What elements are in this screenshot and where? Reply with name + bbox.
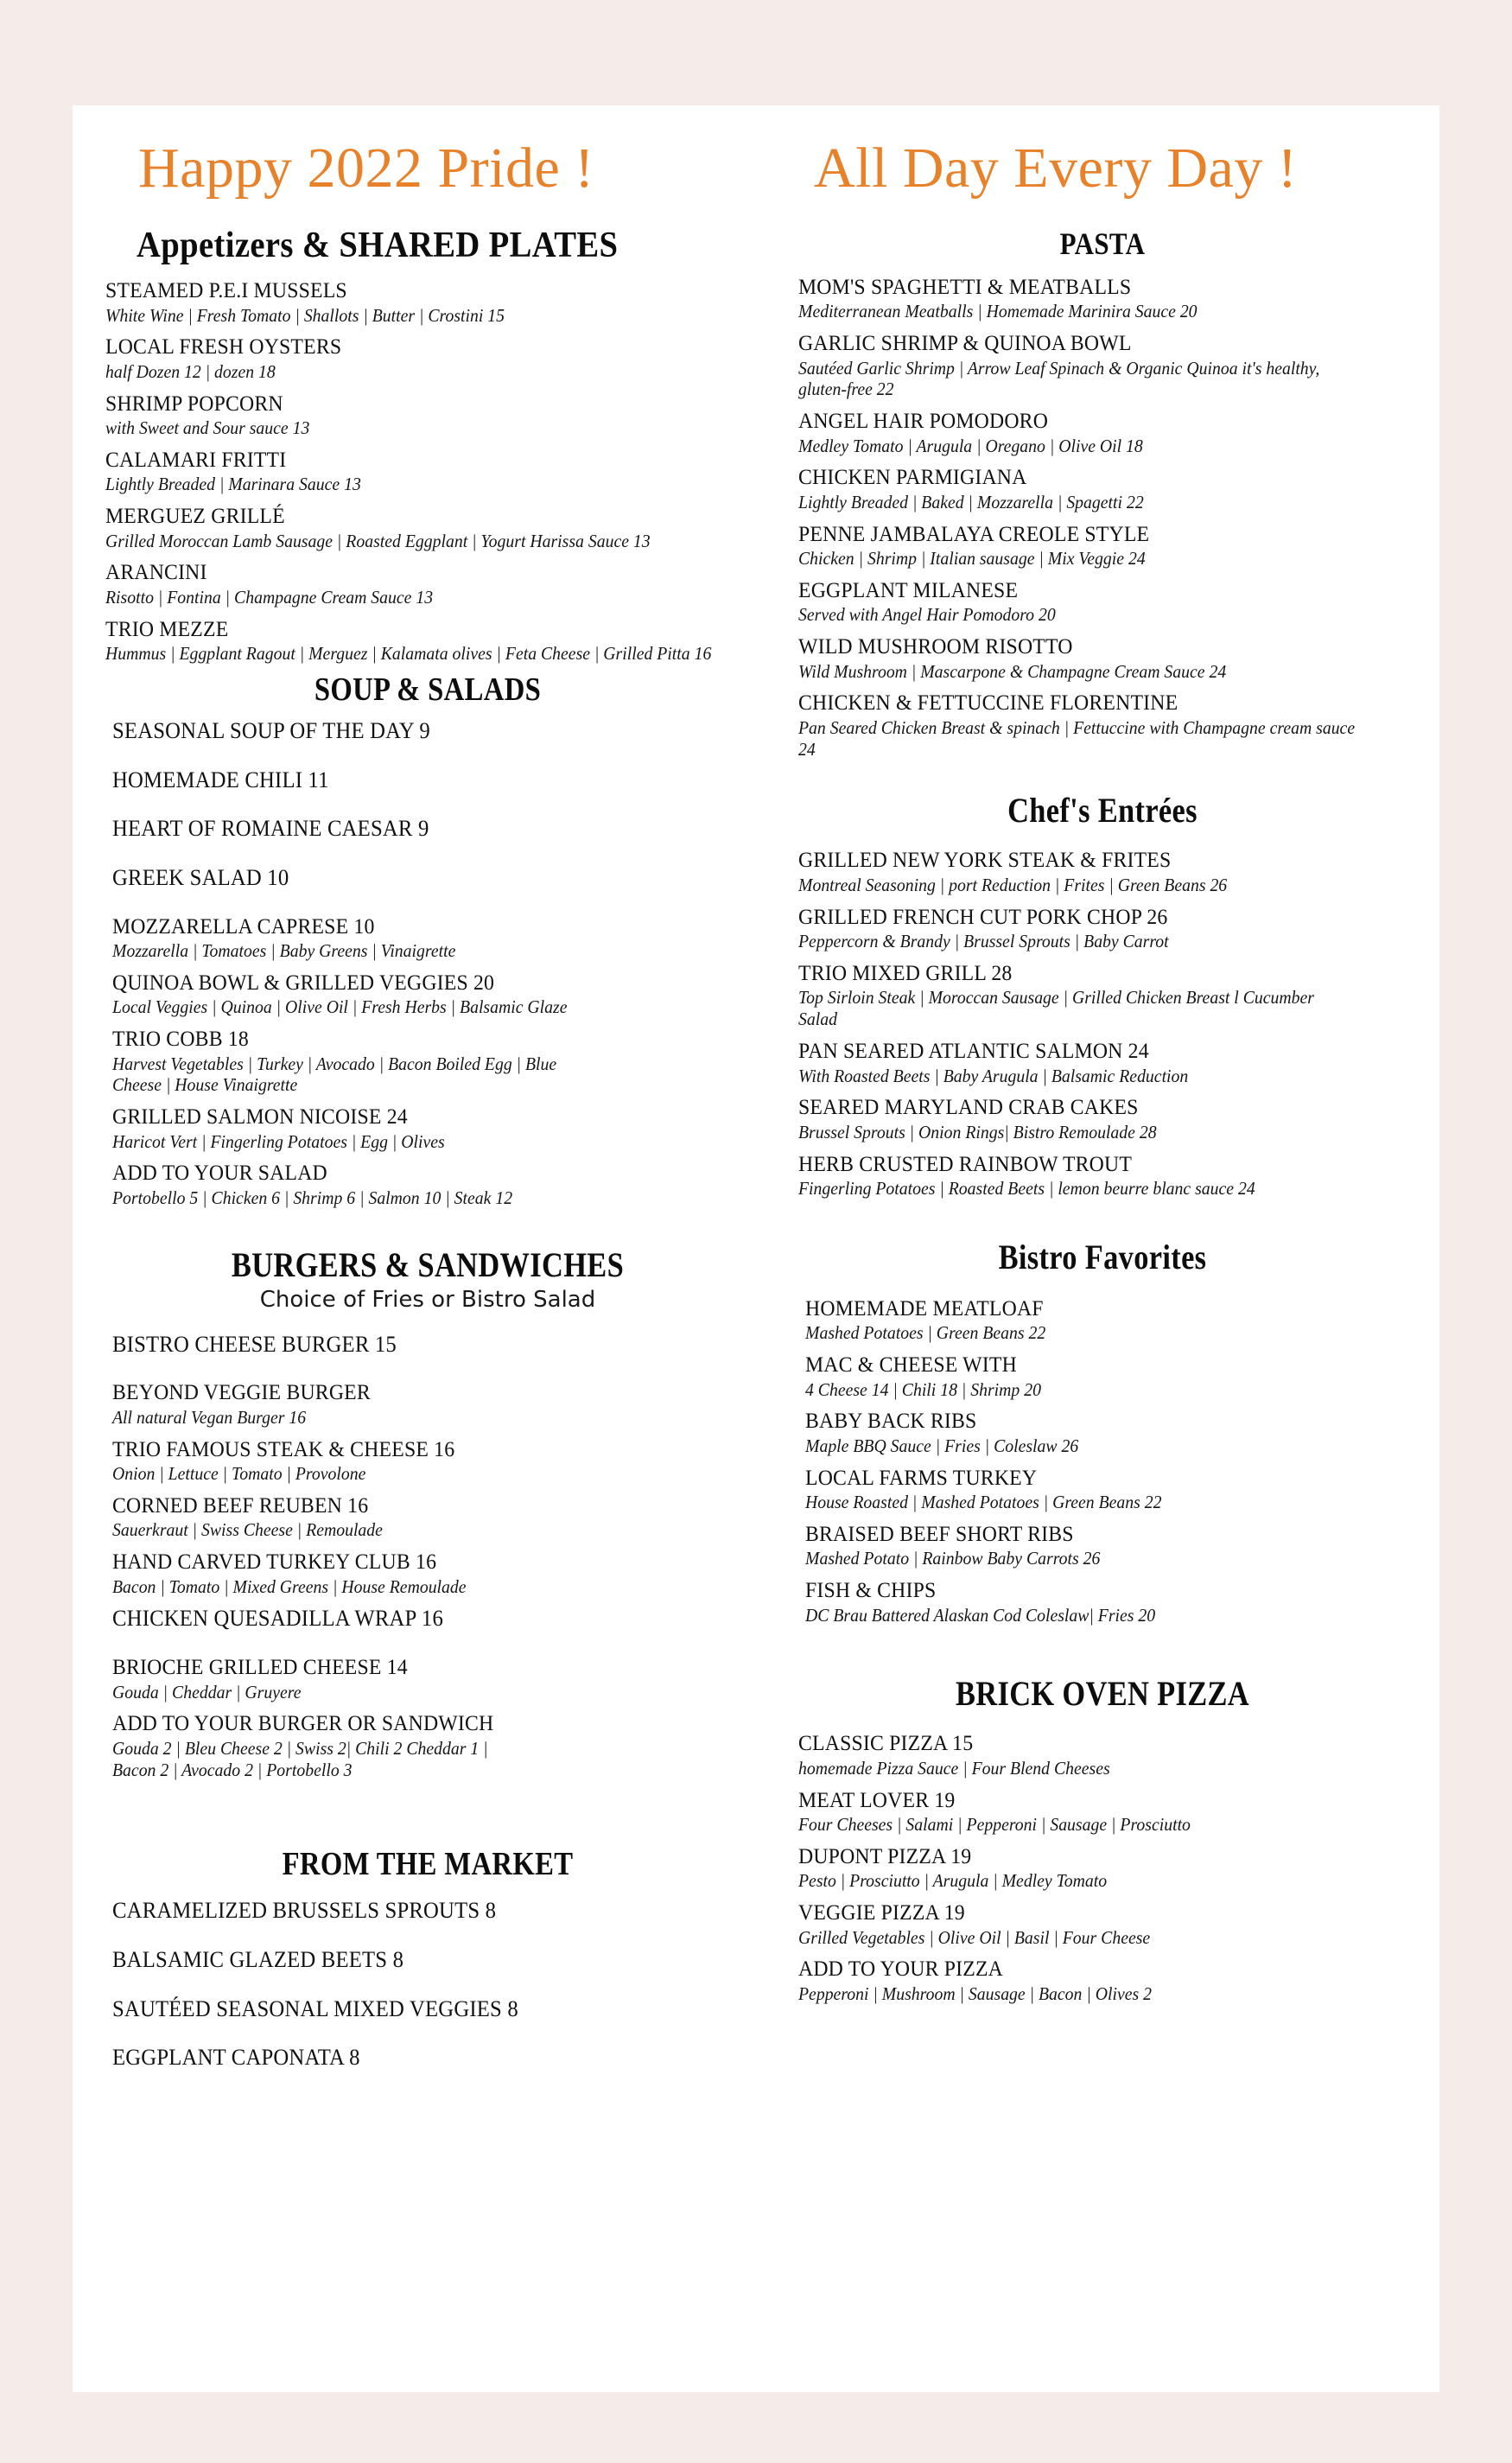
menu-item	[798, 1900, 1415, 1948]
menu-item	[112, 816, 759, 843]
menu-item	[798, 1039, 1415, 1086]
item-description: Bacon | Tomato | Mixed Greens | House Remoulade	[112, 1575, 467, 1597]
item-name: MEAT LOVER 19	[798, 1788, 956, 1812]
item-description: With Roasted Beets | Baby Arugula | Balsamic Reduction	[798, 1065, 1189, 1086]
item-description: with Sweet and Sour sauce 13	[105, 417, 310, 439]
menu-item	[798, 331, 1415, 400]
soup-salads-list	[97, 718, 759, 1209]
item-description: White Wine | Fresh Tomato | Shallots | Butter | Crostini 15	[105, 304, 505, 326]
item-name: CALAMARI FRITTI	[105, 448, 287, 472]
item-description: half Dozen 12 | dozen 18	[105, 360, 276, 382]
item-description: Lightly Breaded | Baked | Mozzarella | Spagetti 22	[798, 491, 1144, 512]
item-name: EGGPLANT MILANESE	[798, 578, 1019, 602]
item-description: Mediterranean Meatballs | Homemade Marinira Sauce 20	[798, 301, 1198, 322]
pizza-list	[790, 1731, 1415, 2004]
menu-item	[112, 718, 759, 745]
menu-item	[112, 1104, 759, 1152]
menu-item	[798, 848, 1415, 895]
bistro-favorites-list	[790, 1296, 1415, 1626]
menu-item	[112, 1027, 759, 1096]
item-name: QUINOA BOWL & GRILLED VEGGIES 20	[112, 971, 495, 995]
item-name: GRILLED SALMON NICOISE 24	[112, 1105, 408, 1130]
item-description: Four Cheeses | Salami | Pepperoni | Sausage | Prosciutto	[798, 1814, 1191, 1836]
menu-item	[112, 865, 759, 892]
menu-item	[112, 1493, 759, 1541]
section-title-soup-salads: SOUP & SALADS	[314, 671, 542, 708]
item-name: GARLIC SHRIMP & QUINOA BOWL	[798, 332, 1132, 356]
item-description: Mashed Potato | Rainbow Baby Carrots 26	[805, 1548, 1101, 1569]
menu-columns	[73, 105, 1439, 2392]
menu-page	[73, 105, 1439, 2392]
menu-item	[798, 522, 1415, 570]
item-description: Lightly Breaded | Marinara Sauce 13	[105, 474, 361, 495]
item-name: LOCAL FARMS TURKEY	[805, 1466, 1038, 1490]
item-name: EGGPLANT CAPONATA 8	[112, 2045, 360, 2071]
item-description: Grilled Moroccan Lamb Sausage | Roasted Eggplant | Yogurt Harissa Sauce 13	[105, 530, 651, 551]
chefs-entrees-list	[790, 848, 1415, 1199]
section-title-chefs-entrees: Chef's Entrées	[1007, 791, 1198, 831]
item-name: HEART OF ROMAINE CAESAR 9	[112, 816, 429, 842]
menu-item	[798, 275, 1415, 322]
menu-item	[798, 1731, 1415, 1779]
menu-item	[112, 2045, 759, 2072]
item-name: HAND CARVED TURKEY CLUB 16	[112, 1550, 437, 1575]
section-title-market: FROM THE MARKET	[282, 1846, 574, 1883]
market-list	[97, 1898, 759, 2072]
section-title-appetizers: Appetizers & SHARED PLATES	[137, 226, 619, 265]
menu-item	[112, 1711, 759, 1780]
menu-item	[805, 1409, 1415, 1456]
menu-item	[798, 465, 1415, 512]
right-column	[781, 105, 1439, 2392]
item-description: Mashed Potatoes | Green Beans 22	[805, 1322, 1046, 1344]
item-name: SHRIMP POPCORN	[105, 391, 283, 416]
item-name: CLASSIC PIZZA 15	[798, 1732, 974, 1756]
item-name: BALSAMIC GLAZED BEETS 8	[112, 1946, 404, 1972]
item-name: BRIOCHE GRILLED CHEESE 14	[112, 1656, 408, 1680]
item-description: Maple BBQ Sauce | Fries | Coleslaw 26	[805, 1435, 1079, 1456]
item-description: Hummus | Eggplant Ragout | Merguez | Kalamata olives | Feta Cheese | Grilled Pitta 16	[105, 643, 712, 665]
item-description: Fingerling Potatoes | Roasted Beets | lemon beurre blanc sauce 24	[798, 1178, 1255, 1200]
item-name: HERB CRUSTED RAINBOW TROUT	[798, 1152, 1133, 1176]
menu-item	[805, 1352, 1415, 1400]
menu-item	[805, 1522, 1415, 1569]
item-name: MAC & CHEESE WITH	[805, 1353, 1017, 1378]
section-title-burgers: BURGERS & SANDWICHES	[231, 1244, 625, 1284]
item-description: House Roasted | Mashed Potatoes | Green Beans 22	[805, 1492, 1162, 1513]
menu-item	[105, 617, 759, 665]
item-name: TRIO COBB 18	[112, 1028, 249, 1052]
menu-item	[112, 1380, 759, 1428]
menu-item	[112, 914, 759, 962]
item-name: SEASONAL SOUP OF THE DAY 9	[112, 717, 430, 743]
section-title-pizza: BRICK OVEN PIZZA	[955, 1674, 1249, 1714]
item-name: CARAMELIZED BRUSSELS SPROUTS 8	[112, 1898, 497, 1924]
menu-item	[105, 504, 759, 551]
menu-item	[112, 1947, 759, 1974]
item-description: 4 Cheese 14 | Chili 18 | Shrimp 20	[805, 1378, 1041, 1400]
item-name: SAUTÉED SEASONAL MIXED VEGGIES 8	[112, 1995, 518, 2021]
menu-item	[798, 1957, 1415, 2004]
item-description: DC Brau Battered Alaskan Cod Coleslaw| Fries 20	[805, 1604, 1156, 1626]
item-name: BISTRO CHEESE BURGER 15	[112, 1331, 397, 1357]
section-title-pasta: PASTA	[1059, 226, 1146, 261]
item-description: Mozzarella | Tomatoes | Baby Greens | Vinaigrette	[112, 940, 456, 962]
menu-item	[112, 1550, 759, 1597]
menu-item	[798, 905, 1415, 952]
item-description: Montreal Seasoning | port Reduction | Frites | Green Beans 26	[798, 874, 1228, 895]
item-description: Sautéed Garlic Shrimp | Arrow Leaf Spinach & Organic Quinoa it's healthy, gluten-free 22	[798, 357, 1320, 400]
item-name: CHICKEN QUESADILLA WRAP 16	[112, 1606, 443, 1632]
menu-item	[798, 1844, 1415, 1892]
item-name: WILD MUSHROOM RISOTTO	[798, 635, 1073, 659]
menu-item	[112, 1996, 759, 2023]
menu-item	[798, 578, 1415, 626]
item-name: ADD TO YOUR PIZZA	[798, 1957, 1004, 1982]
item-name: GRILLED FRENCH CUT PORK CHOP 26	[798, 905, 1168, 929]
section-title-bistro-favorites: Bistro Favorites	[998, 1237, 1207, 1276]
menu-item	[105, 391, 759, 439]
item-description: Grilled Vegetables | Olive Oil | Basil | Four Cheese	[798, 1926, 1151, 1948]
menu-item	[805, 1296, 1415, 1344]
item-name: GRILLED NEW YORK STEAK & FRITES	[798, 849, 1172, 873]
menu-item	[798, 409, 1415, 456]
menu-item	[798, 634, 1415, 682]
item-name: CHICKEN PARMIGIANA	[798, 466, 1027, 490]
item-name: PENNE JAMBALAYA CREOLE STYLE	[798, 522, 1150, 546]
item-name: GREEK SALAD 10	[112, 864, 289, 890]
item-description: Medley Tomato | Arugula | Oregano | Olive Oil 18	[798, 435, 1143, 456]
item-name: PAN SEARED ATLANTIC SALMON 24	[798, 1040, 1149, 1064]
item-description: Portobello 5 | Chicken 6 | Shrimp 6 | Salmon 10 | Steak 12	[112, 1187, 513, 1208]
left-column	[73, 105, 781, 2392]
item-name: MOZZARELLA CAPRESE 10	[112, 914, 375, 939]
item-description: Chicken | Shrimp | Italian sausage | Mix Veggie 24	[798, 548, 1146, 570]
item-name: BEYOND VEGGIE BURGER	[112, 1381, 371, 1405]
item-name: CORNED BEEF REUBEN 16	[112, 1493, 369, 1518]
item-name: LOCAL FRESH OYSTERS	[105, 335, 342, 360]
item-description: Gouda | Cheddar | Gruyere	[112, 1681, 302, 1702]
menu-item	[798, 961, 1415, 1030]
item-name: VEGGIE PIZZA 19	[798, 1901, 965, 1925]
menu-item	[112, 1437, 759, 1485]
menu-item	[112, 1898, 759, 1925]
menu-item	[105, 278, 759, 326]
item-description: Onion | Lettuce | Tomato | Provolone	[112, 1463, 366, 1485]
item-description: Brussel Sprouts | Onion Rings| Bistro Remoulade 28	[798, 1121, 1157, 1142]
right-headline: All Day Every Day !	[814, 137, 1298, 200]
item-description: Wild Mushroom | Mascarpone & Champagne Cream Sauce 24	[798, 660, 1227, 682]
menu-item	[105, 448, 759, 495]
burgers-list	[97, 1332, 759, 1781]
left-headline: Happy 2022 Pride !	[138, 137, 594, 200]
item-name: FISH & CHIPS	[805, 1579, 937, 1603]
menu-item	[798, 691, 1415, 760]
menu-item	[798, 1788, 1415, 1836]
item-description: Top Sirloin Steak | Moroccan Sausage | Grilled Chicken Breast l Cucumber Salad	[798, 987, 1314, 1030]
item-name: DUPONT PIZZA 19	[798, 1844, 972, 1868]
item-name: CHICKEN & FETTUCCINE FLORENTINE	[798, 691, 1178, 716]
item-description: homemade Pizza Sauce | Four Blend Cheeses	[798, 1757, 1110, 1779]
item-name: ANGEL HAIR POMODORO	[798, 410, 1049, 434]
menu-item	[112, 1332, 759, 1359]
item-description: Gouda 2 | Bleu Cheese 2 | Swiss 2| Chili 2 Cheddar 1 | Bacon 2 | Avocado 2 | Portobello 3	[112, 1737, 488, 1780]
item-name: TRIO MEZZE	[105, 617, 229, 641]
menu-item	[112, 971, 759, 1018]
item-description: Local Veggies | Quinoa | Olive Oil | Fresh Herbs | Balsamic Glaze	[112, 996, 568, 1018]
appetizers-list	[97, 278, 759, 665]
item-name: ADD TO YOUR SALAD	[112, 1161, 327, 1186]
item-name: TRIO MIXED GRILL 28	[798, 961, 1013, 985]
item-description: Pan Seared Chicken Breast & spinach | Fettuccine with Champagne cream sauce 24	[798, 716, 1356, 760]
item-name: MERGUEZ GRILLÉ	[105, 505, 285, 529]
menu-item	[798, 1152, 1415, 1200]
item-description: All natural Vegan Burger 16	[112, 1406, 307, 1428]
item-description: Served with Angel Hair Pomodoro 20	[798, 604, 1056, 626]
item-name: TRIO FAMOUS STEAK & CHEESE 16	[112, 1437, 455, 1461]
item-name: ADD TO YOUR BURGER OR SANDWICH	[112, 1712, 494, 1736]
menu-item	[805, 1466, 1415, 1513]
menu-item	[112, 1606, 759, 1632]
item-name: MOM'S SPAGHETTI & MEATBALLS	[798, 275, 1132, 299]
pasta-list	[790, 275, 1415, 761]
menu-item	[112, 767, 759, 794]
item-name: SEARED MARYLAND CRAB CAKES	[798, 1096, 1139, 1120]
item-description: Peppercorn & Brandy | Brussel Sprouts | Baby Carrot	[798, 931, 1169, 952]
item-name: HOMEMADE CHILI 11	[112, 767, 329, 792]
item-description: Pepperoni | Mushroom | Sausage | Bacon | Olives 2	[798, 1982, 1152, 2004]
menu-item	[112, 1161, 759, 1208]
item-name: ARANCINI	[105, 561, 207, 585]
item-name: HOMEMADE MEATLOAF	[805, 1296, 1044, 1321]
item-description: Haricot Vert | Fingerling Potatoes | Egg | Olives	[112, 1130, 445, 1152]
item-description: Pesto | Prosciutto | Arugula | Medley Tomato	[798, 1870, 1108, 1892]
item-name: BABY BACK RIBS	[805, 1410, 977, 1434]
item-description: Sauerkraut | Swiss Cheese | Remoulade	[112, 1519, 383, 1541]
burgers-subtitle: Choice of Fries or Bistro Salad	[259, 1286, 596, 1313]
menu-item	[105, 334, 759, 382]
menu-item	[805, 1578, 1415, 1626]
menu-item	[798, 1095, 1415, 1142]
item-description: Harvest Vegetables | Turkey | Avocado | Bacon Boiled Egg | Blue Cheese | House Vinaigrette	[112, 1053, 557, 1096]
menu-item	[112, 1655, 759, 1702]
item-name: STEAMED P.E.I MUSSELS	[105, 279, 347, 303]
item-description: Risotto | Fontina | Champagne Cream Sauce 13	[105, 586, 434, 608]
menu-item	[105, 560, 759, 608]
item-name: BRAISED BEEF SHORT RIBS	[805, 1522, 1074, 1546]
